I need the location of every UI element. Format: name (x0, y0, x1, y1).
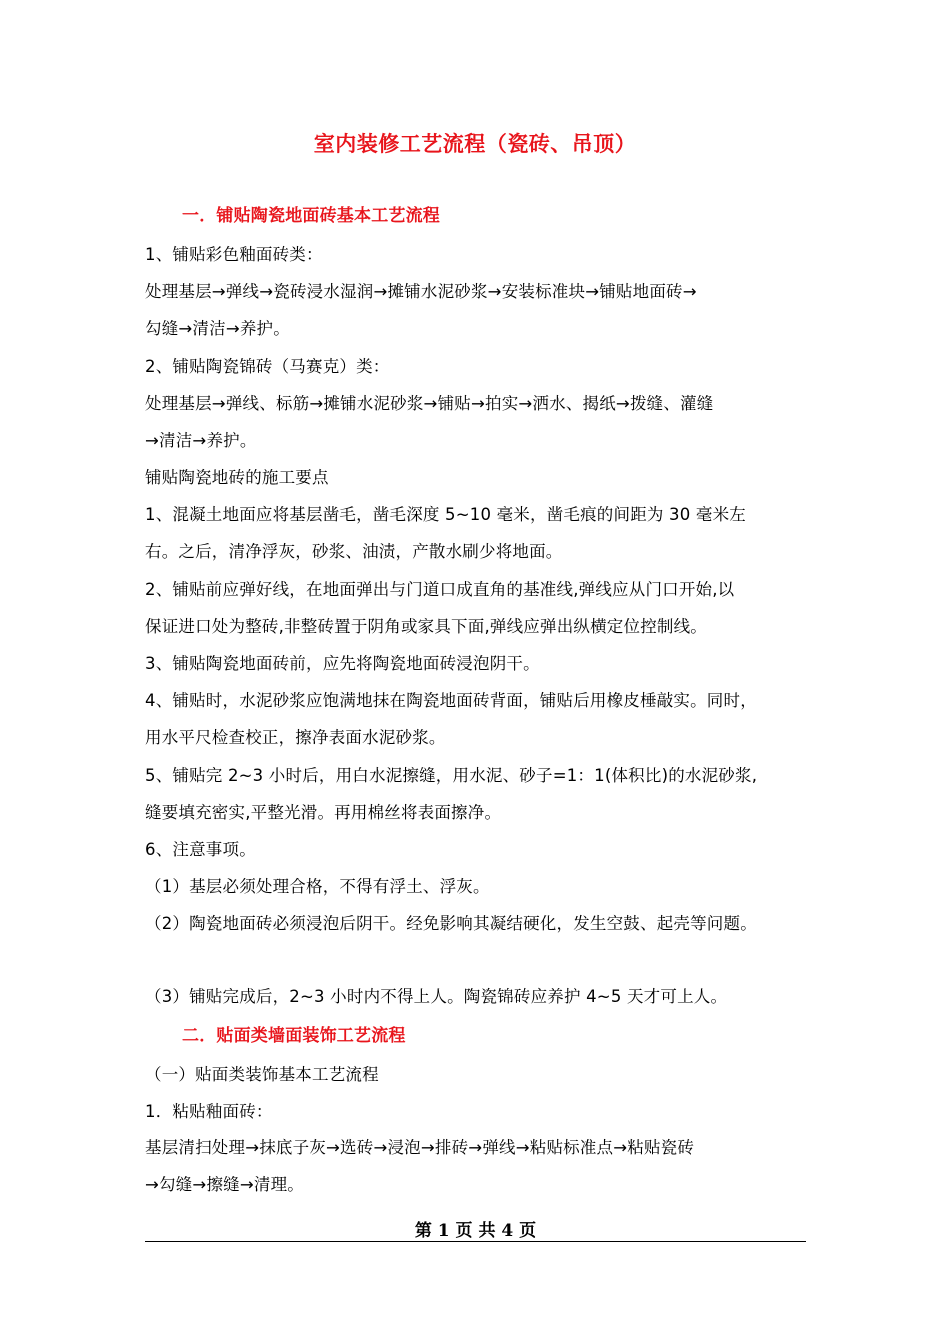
paragraph-line: 3、铺贴陶瓷地面砖前，应先将陶瓷地面砖浸泡阴干。 (145, 654, 540, 673)
paragraph-line: 1、混凝土地面应将基层凿毛，凿毛深度 5~10 毫米，凿毛痕的间距为 30 毫米左 (145, 505, 746, 524)
footer-rule (145, 1241, 806, 1242)
paragraph-line: →勾缝→擦缝→清理。 (145, 1175, 304, 1194)
paragraph-line: 处理基层→弹线→瓷砖浸水湿润→摊铺水泥砂浆→安装标准块→铺贴地面砖→ (145, 282, 697, 301)
paragraph-line: 6、注意事项。 (145, 840, 256, 859)
paragraph-line: 用水平尺检查校正，擦净表面水泥砂浆。 (145, 728, 446, 747)
paragraph-line: 缝要填充密实,平整光滑。再用棉丝将表面擦净。 (145, 803, 502, 822)
paragraph-line: 处理基层→弹线、标筋→摊铺水泥砂浆→铺贴→拍实→洒水、揭纸→拨缝、灌缝 (145, 394, 714, 413)
section-heading-wall-facing: 二．贴面类墙面装饰工艺流程 (182, 1026, 406, 1046)
paragraph-line: （1）基层必须处理合格，不得有浮土、浮灰。 (145, 877, 490, 896)
paragraph-line: 4、铺贴时，水泥砂浆应饱满地抹在陶瓷地面砖背面，铺贴后用橡皮棰敲实。同时， (145, 691, 757, 710)
paragraph-line: 铺贴陶瓷地砖的施工要点 (145, 468, 329, 487)
paragraph-line: （一）贴面类装饰基本工艺流程 (145, 1065, 379, 1084)
paragraph-line: （2）陶瓷地面砖必须浸泡后阴干。经免影响其凝结硬化，发生空鼓、起壳等问题。 (145, 914, 757, 933)
paragraph-line: 2、铺贴前应弹好线，在地面弹出与门道口成直角的基准线,弹线应从门口开始,以 (145, 580, 735, 599)
paragraph-line: 1、铺贴彩色釉面砖类： (145, 245, 323, 264)
paragraph-line: 保证进口处为整砖,非整砖置于阴角或家具下面,弹线应弹出纵横定位控制线。 (145, 617, 707, 636)
paragraph-line: （3）铺贴完成后，2~3 小时内不得上人。陶瓷锦砖应养护 4~5 天才可上人。 (145, 987, 728, 1006)
paragraph-line: 5、铺贴完 2~3 小时后，用白水泥擦缝，用水泥、砂子=1：1(体积比)的水泥砂浆, (145, 766, 758, 785)
paragraph-line: 基层清扫处理→抹底子灰→选砖→浸泡→排砖→弹线→粘贴标准点→粘贴瓷砖 (145, 1138, 695, 1157)
paragraph-line: 勾缝→清洁→养护。 (145, 319, 290, 338)
page-number-footer: 第 1 页 共 4 页 (414, 1221, 537, 1241)
section-heading-floor-tiles: 一．铺贴陶瓷地面砖基本工艺流程 (182, 206, 440, 226)
paragraph-line: 右。之后，清净浮灰，砂浆、油渍，产散水刷少将地面。 (145, 542, 563, 561)
document-title: 室内装修工艺流程（瓷砖、吊顶） (313, 132, 637, 156)
paragraph-line: 2、铺贴陶瓷锦砖（马赛克）类： (145, 357, 390, 376)
paragraph-line: 1．粘贴釉面砖： (145, 1102, 273, 1121)
paragraph-line: →清洁→养护。 (145, 431, 257, 450)
